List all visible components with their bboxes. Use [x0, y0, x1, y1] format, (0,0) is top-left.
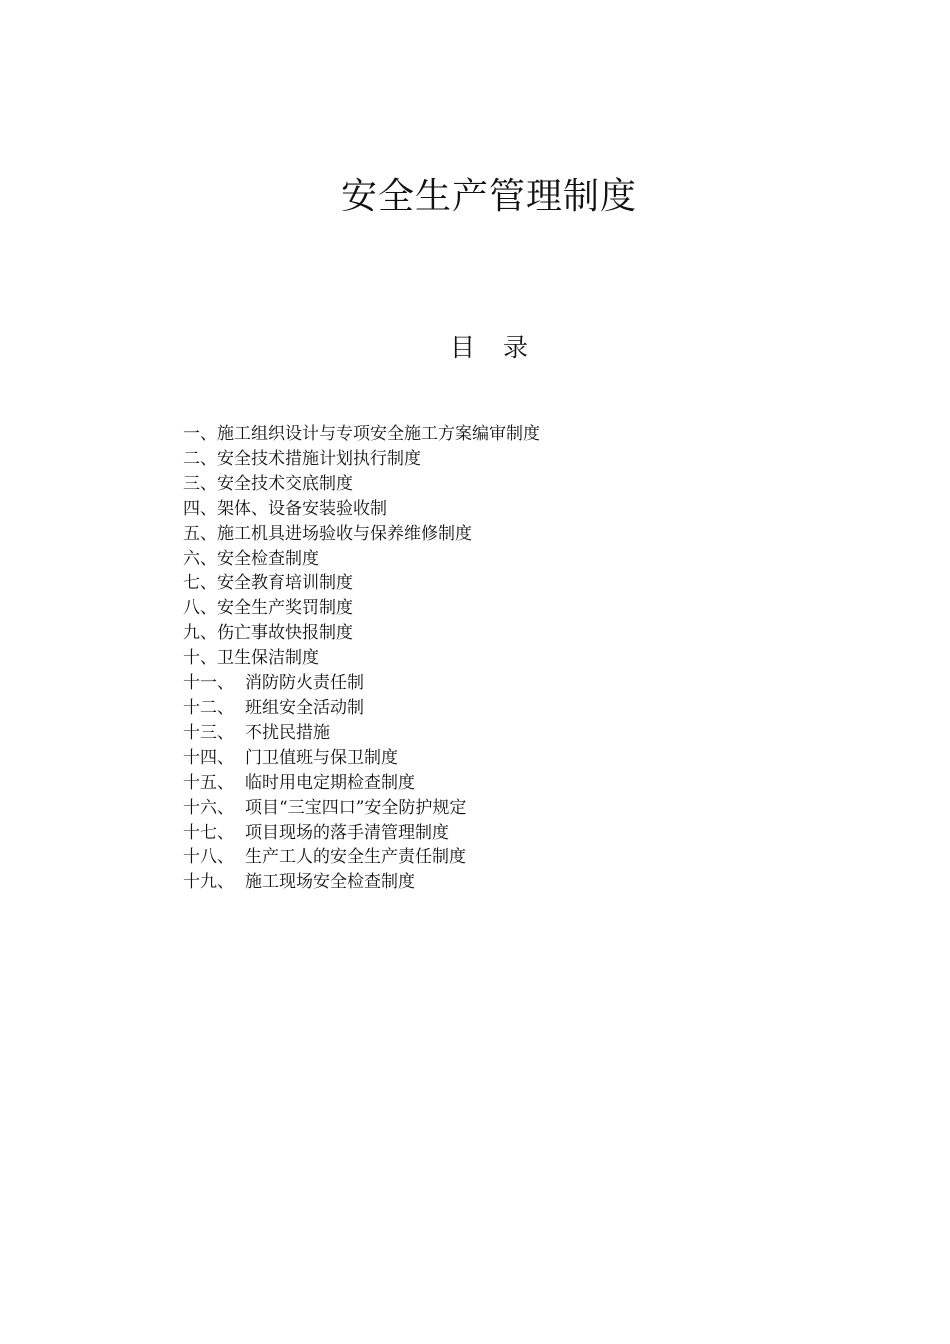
toc-item-text: 安全技术措施计划执行制度: [217, 448, 421, 469]
toc-item-text: 临时用电定期检查制度: [245, 772, 415, 793]
toc-item-text: 施工机具进场验收与保养维修制度: [217, 523, 472, 544]
toc-item-number: 十七、: [183, 822, 234, 843]
toc-item: [183, 646, 540, 671]
toc-item-number: 八、: [183, 598, 217, 619]
toc-item: [183, 845, 540, 870]
toc-item-number: 十、: [183, 648, 217, 669]
toc-item-number: 十九、: [183, 872, 234, 893]
toc-item-text: 项目“三宝四口”安全防护规定: [245, 797, 467, 818]
toc-item: [183, 621, 540, 646]
toc-item-number: 三、: [183, 473, 217, 494]
toc-item-number: 十八、: [183, 847, 234, 868]
toc-item-number: 十二、: [183, 697, 234, 718]
toc-item: [183, 422, 540, 447]
toc-item-number: 十三、: [183, 722, 234, 743]
toc-item-text: 门卫值班与保卫制度: [245, 747, 398, 768]
toc-item: [183, 696, 540, 721]
toc-item-text: 生产工人的安全生产责任制度: [245, 847, 466, 868]
toc-item-text: 伤亡事故快报制度: [217, 623, 353, 644]
toc-item: [183, 472, 540, 497]
toc-item-text: 项目现场的落手清管理制度: [245, 822, 449, 843]
toc-item-number: 十五、: [183, 772, 234, 793]
toc-item-text: 架体、设备安装验收制: [217, 498, 387, 519]
toc-item-number: 六、: [183, 548, 217, 569]
toc-item: [183, 447, 540, 472]
toc-item-text: 安全教育培训制度: [217, 573, 353, 594]
toc-item-text: 班组安全活动制: [245, 697, 364, 718]
toc-item-number: 十六、: [183, 797, 234, 818]
toc-item-text: 消防防火责任制: [245, 673, 364, 694]
toc-heading-left: 目: [449, 333, 475, 362]
toc-item: [183, 821, 540, 846]
toc-item: [183, 796, 540, 821]
toc-item-text: 卫生保洁制度: [217, 648, 319, 669]
toc-item: [183, 547, 540, 572]
toc-item-number: 二、: [183, 448, 217, 469]
toc-item-text: 施工现场安全检查制度: [245, 872, 415, 893]
toc-item-number: 十一、: [183, 673, 234, 694]
toc-item-text: 安全检查制度: [217, 548, 319, 569]
toc-item: [183, 497, 540, 522]
toc-item-number: 七、: [183, 573, 217, 594]
toc-item: [183, 746, 540, 771]
document-title: 安全生产管理制度: [340, 176, 637, 217]
toc-item-text: 安全生产奖罚制度: [217, 598, 353, 619]
toc-item-text: 安全技术交底制度: [217, 473, 353, 494]
toc-item: [183, 671, 540, 696]
toc-item: [183, 870, 540, 895]
toc-item-number: 一、: [183, 424, 217, 444]
toc-list: [183, 422, 540, 895]
toc-item-number: 九、: [183, 623, 217, 644]
toc-item: [183, 721, 540, 746]
toc-item-number: 四、: [183, 498, 217, 519]
toc-item: [183, 771, 540, 796]
toc-item-text: 不扰民措施: [245, 722, 330, 743]
toc-heading: [0, 330, 950, 366]
toc-item: [183, 571, 540, 596]
toc-item: [183, 596, 540, 621]
toc-item-text: 施工组织设计与专项安全施工方案编审制度: [217, 424, 540, 444]
toc-heading-right: 录: [503, 333, 529, 362]
toc-item-number: 五、: [183, 523, 217, 544]
toc-item-number: 十四、: [183, 747, 234, 768]
toc-item: [183, 522, 540, 547]
